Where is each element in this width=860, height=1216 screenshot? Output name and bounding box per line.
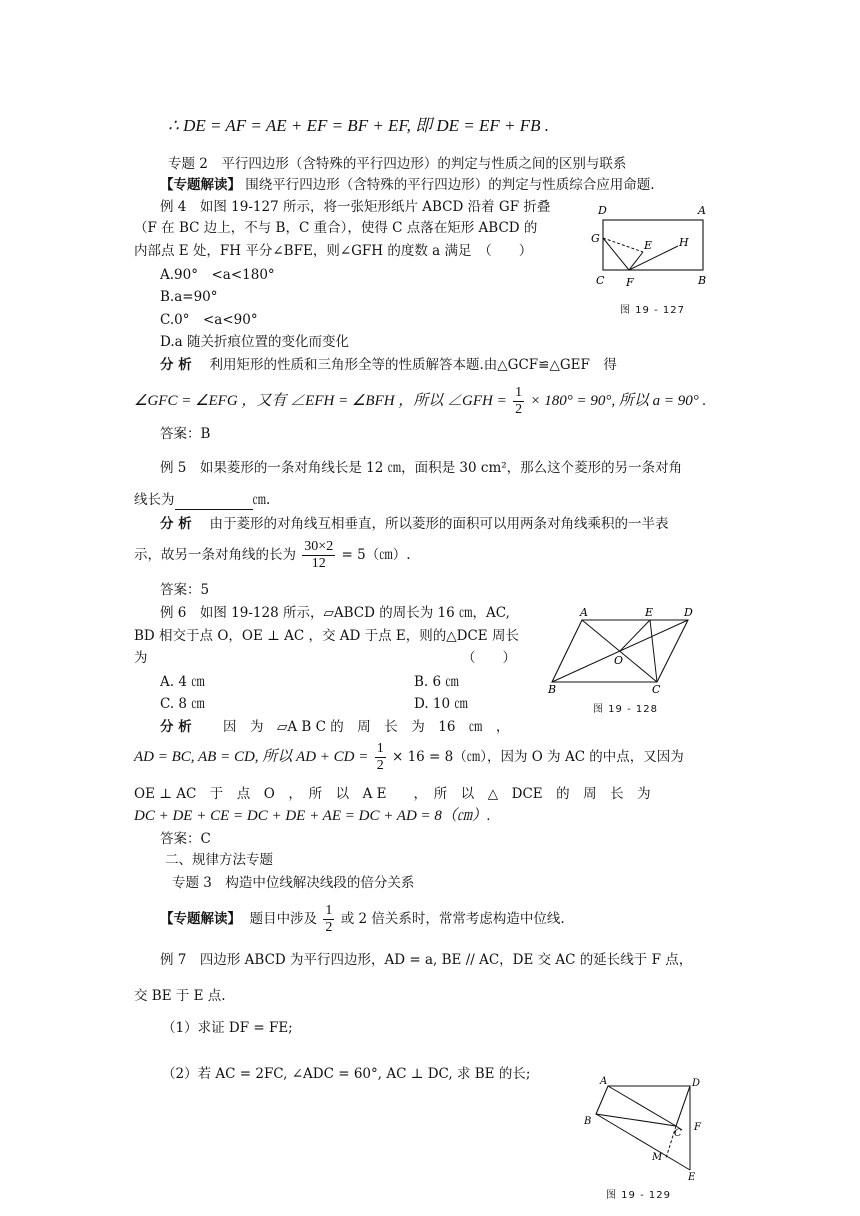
ex5-line1: 例 5 如果菱形的一条对角线长是 12 ㎝，面积是 30 cm²，那么这个菱形的另一条对角 bbox=[160, 460, 683, 476]
label-e: E bbox=[688, 1172, 696, 1183]
ex4-option-a: A.90° <a<180° bbox=[160, 267, 275, 283]
topic3-reading bbox=[160, 900, 565, 938]
label-d: D bbox=[692, 1078, 701, 1089]
label-o: O bbox=[614, 654, 624, 667]
ex4-analysis-1 bbox=[160, 355, 617, 375]
ex7-question-1: （1）求证 DF = FE; bbox=[162, 1020, 293, 1036]
ex6-answer: 答案：C bbox=[160, 831, 211, 847]
ex4-fraction bbox=[513, 385, 524, 418]
label-d: D bbox=[684, 606, 693, 619]
ex6-option-b: B. 6 ㎝ bbox=[414, 674, 459, 690]
ex6-option-d: D. 10 ㎝ bbox=[414, 696, 468, 712]
label-a: A bbox=[580, 606, 588, 619]
ex5-analysis-2a: 示，故另一条对角线的长为 bbox=[134, 547, 296, 563]
ex4-analysis-text: 利用矩形的性质和三角形全等的性质解答本题.由△GCF≌△GEF 得 bbox=[209, 357, 617, 373]
label-d: D bbox=[598, 204, 607, 217]
label-e: E bbox=[645, 606, 654, 619]
ex4-fraction-num: 1 bbox=[515, 385, 523, 400]
label-h: H bbox=[679, 236, 689, 249]
label-b: B bbox=[548, 683, 557, 696]
label-c: C bbox=[652, 683, 661, 696]
parallelogram-abcd bbox=[596, 1086, 690, 1126]
ex4-analysis-2 bbox=[134, 382, 706, 420]
ex6-line3a: 为 bbox=[134, 650, 148, 666]
ex6-line2: BD 相交于点 O，OE ⊥ AC ，交 AD 于点 E，则的△DCE 周长 bbox=[134, 628, 519, 644]
segment-oe bbox=[620, 620, 650, 651]
ex6-analysis-2a: AD = BC, AB = CD, 所以 AD + CD = bbox=[134, 749, 369, 765]
ex4-analysis-2a: ∠GFC = ∠EFG ，又有 ∠EFH = ∠BFH ，所以 ∠GFH = bbox=[134, 393, 507, 409]
label-c: C bbox=[596, 274, 605, 287]
label-g: G bbox=[591, 232, 600, 245]
ex5-fraction-den: 12 bbox=[311, 556, 326, 571]
label-m: M bbox=[652, 1152, 663, 1163]
ex4-option-d: D.a 随关折痕位置的变化而变化 bbox=[160, 334, 349, 350]
ex4-answer: 答案：B bbox=[160, 426, 211, 442]
topic3-fraction bbox=[323, 903, 334, 936]
ex6-analysis-2 bbox=[134, 738, 684, 776]
label-a: A bbox=[698, 204, 706, 217]
ex6-analysis-2b: × 16 = 8（㎝），因为 O 为 AC 的中点，又因为 bbox=[391, 749, 684, 765]
topic2-title: 专题 2 平行四边形（含特殊的平行四边形）的判定与性质之间的区别与联系 bbox=[168, 156, 627, 172]
label-f: F bbox=[626, 276, 634, 289]
section-2-title: 二、规律方法专题 bbox=[165, 852, 273, 868]
label-b: B bbox=[584, 1116, 592, 1127]
topic3-fraction-num: 1 bbox=[325, 903, 333, 918]
ex4-option-c: C.0° <a<90° bbox=[160, 312, 258, 328]
topic2-reading bbox=[160, 175, 655, 195]
topic3-desc-a: 题目中涉及 bbox=[249, 911, 318, 927]
ex5-fraction-num: 30×2 bbox=[304, 539, 334, 554]
label-e: E bbox=[644, 239, 653, 252]
ex7-line2: 交 BE 于 E 点. bbox=[134, 988, 226, 1004]
ex6-fraction-den: 2 bbox=[376, 758, 384, 773]
ex5-fraction bbox=[302, 539, 335, 572]
ex5-analysis-2 bbox=[134, 536, 410, 574]
figure-19-127-caption: 图 19 - 127 bbox=[620, 305, 685, 316]
ex5-line2 bbox=[134, 490, 270, 510]
ex4-line1: 例 4 如图 19-127 所示，将一张矩形纸片 ABCD 沿着 GF 折叠 bbox=[160, 199, 551, 215]
diagonal-ac bbox=[608, 1086, 676, 1126]
ex6-fraction bbox=[375, 741, 386, 774]
ex6-analysis-4: DC + DE + CE = DC + DE + AE = DC + AD = 8（㎝）. bbox=[134, 808, 491, 824]
ex7-question-2: （2）若 AC = 2FC, ∠ADC = 60°, AC ⊥ DC, 求 BE 的长; bbox=[162, 1066, 531, 1082]
ex4-analysis-label: 分 析 bbox=[160, 357, 192, 373]
figure-19-129 bbox=[578, 1072, 718, 1184]
topic3-fraction-den: 2 bbox=[325, 920, 333, 935]
conclusion-line: ∴ DE = AF = AE + EF = BF + EF, 即 DE = EF + FB . bbox=[168, 116, 550, 135]
ex5-answer-blank bbox=[175, 495, 253, 510]
ex4-analysis-2b: × 180° = 90°, 所以 a = 90° . bbox=[530, 393, 707, 409]
figure-19-128 bbox=[540, 600, 710, 700]
ex5-analysis-1 bbox=[160, 514, 669, 534]
ex5-line2b: ㎝. bbox=[252, 492, 271, 508]
segment-fe bbox=[629, 252, 643, 270]
ex5-analysis-text: 由于菱形的对角线互相垂直，所以菱形的面积可以用两条对角线乘积的一半表 bbox=[209, 516, 669, 532]
ex6-line1: 例 6 如图 19-128 所示，▱ABCD 的周长为 16 ㎝，AC, bbox=[160, 605, 510, 621]
topic3-desc-b: 或 2 倍关系时，常常考虑构造中位线. bbox=[340, 911, 565, 927]
ex6-analysis-label: 分 析 bbox=[160, 719, 192, 735]
segment-be bbox=[596, 1114, 690, 1170]
label-f: F bbox=[694, 1122, 701, 1133]
ex5-line2a: 线长为 bbox=[134, 492, 175, 508]
ex6-option-c: C. 8 ㎝ bbox=[160, 696, 205, 712]
label-a: A bbox=[600, 1076, 608, 1087]
ex5-answer: 答案：5 bbox=[160, 582, 210, 598]
ex4-line3: 内部点 E 处，FH 平分∠BFE，则∠GFH 的度数 a 满足 （ ） bbox=[134, 243, 533, 259]
figure-19-128-caption: 图 19 - 128 bbox=[593, 704, 658, 715]
ex6-analysis-1 bbox=[160, 717, 509, 737]
ex4-line2: （F 在 BC 边上，不与 B，C 重合），使得 C 点落在矩形 ABCD 的 bbox=[134, 220, 538, 236]
ex7-line1: 例 7 四边形 ABCD 为平行四边形，AD = a, BE // AC，DE 交 AC 的延长线于 F 点， bbox=[160, 952, 693, 968]
topic2-label: 【专题解读】 bbox=[160, 177, 241, 193]
segment-ec bbox=[650, 620, 657, 682]
ex5-analysis-label: 分 析 bbox=[160, 516, 192, 532]
ex4-fraction-den: 2 bbox=[515, 402, 523, 417]
topic2-desc: 围绕平行四边形（含特殊的平行四边形）的判定与性质综合应用命题. bbox=[245, 177, 655, 193]
topic3-label: 【专题解读】 bbox=[160, 911, 241, 927]
ex6-line3b: （ ） bbox=[462, 650, 516, 666]
ex6-fraction-num: 1 bbox=[376, 741, 384, 756]
figure-19-129-caption: 图 19 - 129 bbox=[606, 1190, 671, 1201]
ex6-analysis-3: OE ⊥ AC 于 点 O ， 所 以 A E ， 所 以 △ DCE 的 周 长 为 bbox=[134, 786, 651, 802]
ex6-analysis-text: 因 为 ▱A B C 的 周 长 为 16 ㎝ ， bbox=[223, 719, 510, 735]
label-c: C bbox=[674, 1128, 682, 1139]
fold-line-gf bbox=[603, 238, 629, 270]
topic3-title: 专题 3 构造中位线解决线段的倍分关系 bbox=[172, 875, 415, 891]
label-b: B bbox=[698, 274, 707, 287]
ex5-analysis-2b: = 5（㎝）. bbox=[341, 547, 411, 563]
ex6-option-a: A. 4 ㎝ bbox=[160, 674, 205, 690]
ex4-option-b: B.a=90° bbox=[160, 289, 218, 305]
